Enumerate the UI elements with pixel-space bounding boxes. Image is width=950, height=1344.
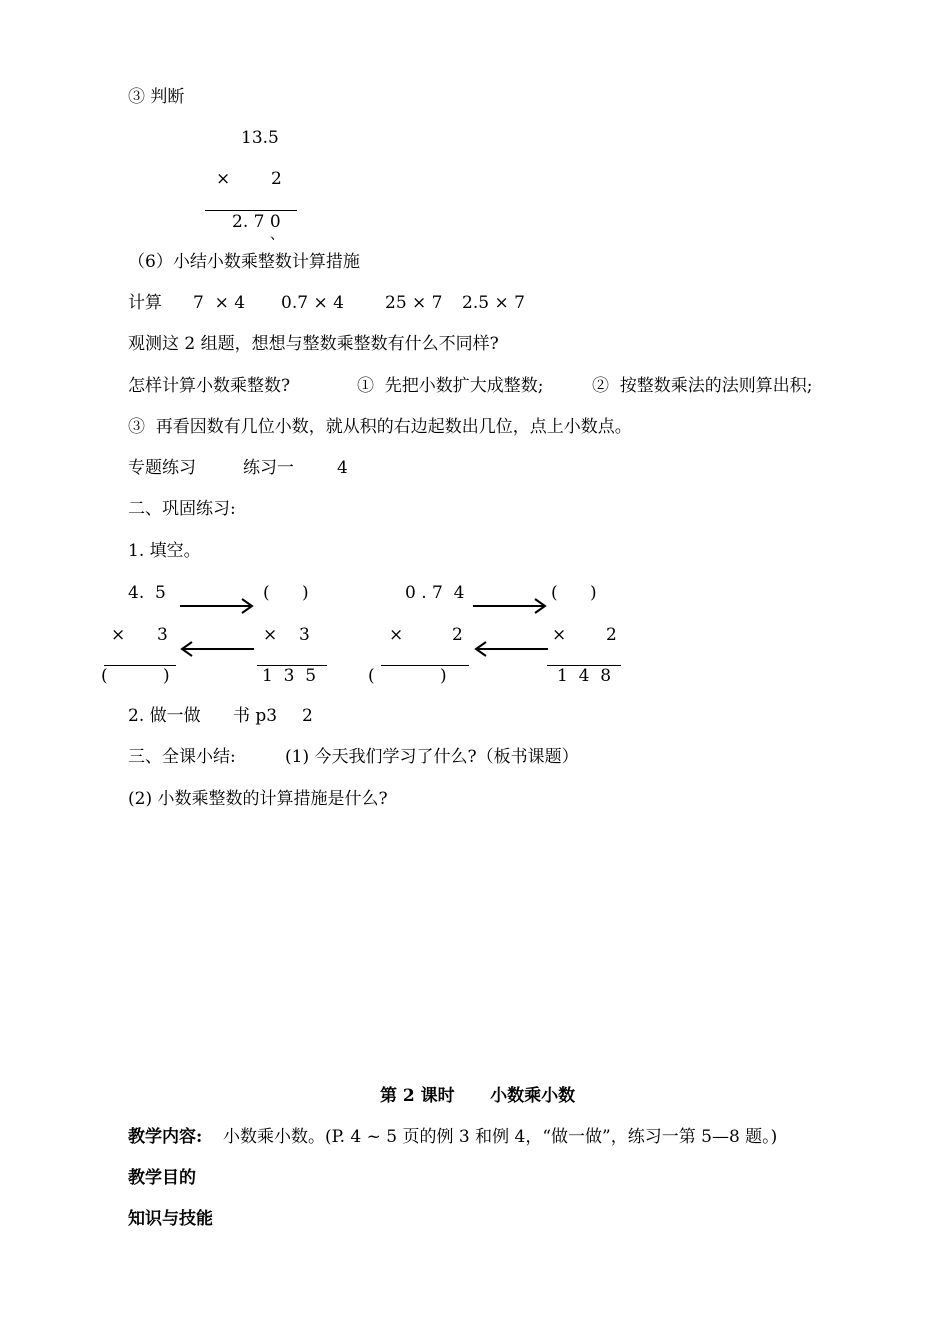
judge-mark: 、 bbox=[270, 227, 284, 243]
right-times-sign-2: × bbox=[552, 625, 567, 645]
right-top-number: 0 . 7 4 bbox=[405, 583, 465, 603]
step-3: ③ 再看因数有几位小数，就从积的右边起数出几位，点上小数点。 bbox=[128, 417, 632, 437]
left-multiplier-2: 3 bbox=[299, 625, 310, 645]
judge-line bbox=[205, 210, 297, 211]
left-paren-close: ) bbox=[163, 666, 170, 686]
conclusion-question-2: (2) 小数乘整数的计算措施是什么? bbox=[128, 789, 388, 809]
content-label: 教学内容: bbox=[128, 1127, 203, 1147]
how-question: 怎样计算小数乘整数? bbox=[128, 376, 291, 396]
calc-item: 7 × 4 bbox=[193, 293, 246, 313]
left-paren: ( bbox=[101, 666, 108, 686]
judge-multiplier: 2 bbox=[271, 169, 282, 189]
conclusion-question-1: (1) 今天我们学习了什么?（板书课题） bbox=[285, 747, 579, 767]
right-result: 1 4 8 bbox=[557, 666, 612, 686]
left-arrow-icon bbox=[470, 640, 550, 658]
left-multiplier: 3 bbox=[157, 625, 168, 645]
judge-heading: ③ 判断 bbox=[128, 87, 185, 107]
right-arrow-icon bbox=[178, 597, 256, 615]
fill-blank-label: 1. 填空。 bbox=[128, 541, 201, 561]
right-paren: ( bbox=[368, 666, 375, 686]
skill-heading: 知识与技能 bbox=[128, 1209, 213, 1229]
do-it-label: 2. 做一做 bbox=[128, 706, 201, 726]
consolidate-heading: 二、巩固练习: bbox=[128, 499, 236, 519]
right-blank: ( ) bbox=[551, 583, 597, 603]
observe-question: 观测这 2 组题，想想与整数乘整数有什么不同样? bbox=[128, 334, 499, 354]
right-multiplier-2: 2 bbox=[606, 625, 617, 645]
right-paren-close: ) bbox=[440, 666, 447, 686]
conclusion-heading: 三、全课小结: bbox=[128, 747, 236, 767]
summary-heading: （6）小结小数乘整数计算措施 bbox=[128, 252, 360, 272]
judge-top-number: 13.5 bbox=[241, 128, 279, 148]
right-times-sign: × bbox=[389, 625, 404, 645]
practice-label: 专题练习 bbox=[128, 458, 196, 478]
calc-label: 计算 bbox=[128, 293, 162, 313]
left-times-sign-2: × bbox=[263, 625, 278, 645]
right-line-1 bbox=[381, 665, 469, 666]
practice-number: 4 bbox=[337, 458, 348, 478]
judge-times-sign: × bbox=[216, 169, 231, 189]
right-arrow-icon bbox=[471, 597, 549, 615]
left-result: 1 3 5 bbox=[262, 666, 317, 686]
left-blank: ( ) bbox=[263, 583, 309, 603]
calc-item: 25 × 7 bbox=[385, 293, 443, 313]
step-2: ② 按整数乘法的法则算出积; bbox=[592, 376, 813, 396]
left-top-number: 4. 5 bbox=[128, 583, 166, 603]
practice-item: 练习一 bbox=[243, 458, 294, 478]
calc-item: 0.7 × 4 bbox=[281, 293, 344, 313]
lesson2-title: 第 2 课时 小数乘小数 bbox=[380, 1086, 576, 1106]
calc-item: 2.5 × 7 bbox=[462, 293, 525, 313]
left-times-sign: × bbox=[111, 625, 126, 645]
book-number: 2 bbox=[302, 706, 313, 726]
right-multiplier: 2 bbox=[452, 625, 463, 645]
left-arrow-icon bbox=[176, 640, 256, 658]
step-1: ① 先把小数扩大成整数; bbox=[357, 376, 544, 396]
judge-result: 2. 7 0 bbox=[232, 212, 281, 232]
content-text: 小数乘小数。(P. 4 ~ 5 页的例 3 和例 4，“做一做”，练习一第 5—8 题。) bbox=[223, 1127, 778, 1147]
goal-heading: 教学目的 bbox=[128, 1168, 196, 1188]
book-page: 书 p3 bbox=[233, 706, 278, 726]
